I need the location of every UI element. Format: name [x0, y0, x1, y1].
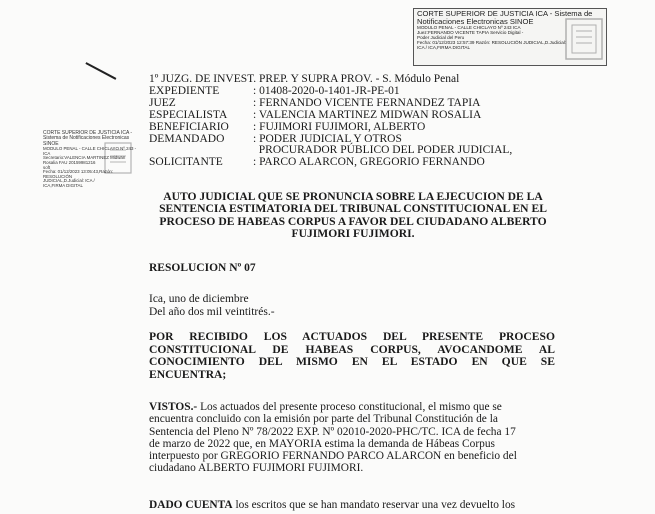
- court-seal-icon: [103, 141, 133, 175]
- court-seal-icon: [564, 17, 604, 61]
- stamp-left-line: MODULO PENAL - CALLE CHICLAYO Nº 243 - ICA: [43, 146, 137, 156]
- header-row: [149, 98, 512, 110]
- header-value: : PARCO ALARCON, GREGORIO FERNANDO: [253, 156, 485, 169]
- vistos-paragraph: VISTOS.- Los actuados del presente proceso constitucional, el mismo que se encuentra concluido con la emisión por parte del Tribunal Constitución de la Sentencia del Pleno Nº 78/2022 EXP. Nº 02010-2020-PHC/TC. ICA de fecha 17 de marzo de 2022 que, en MAYORIA estima la demanda de Hábeas Corpus interpuesto por GREGORIO FERNANDO PARCO ALARCON en beneficio del ciudadano ALBERTO FUJIMORI FUJIMORI.: [149, 401, 517, 475]
- header-value: : 01408-2020-0-1401-JR-PE-01: [253, 84, 400, 97]
- dado-lead: DADO CUENTA: [149, 499, 233, 511]
- stamp-left-line: Fecha: 01/12/2023 13:05:43,Razón:: [43, 169, 114, 175]
- header-value: : FUJIMORI FUJIMORI, ALBERTO: [253, 120, 426, 133]
- header-row: [149, 110, 512, 122]
- digital-signature-stamp-top: [413, 8, 607, 66]
- stamp-left-title: CORTE SUPERIOR DE JUSTICIA ICA - Sistema de Notificaciones Electronicas SINOE: [43, 130, 133, 147]
- stamp-left-line: JUDICIAL,D.Judicial: ICA /: [43, 178, 95, 184]
- court-name: 1º JUZG. DE INVEST. PREP. Y SUPRA PROV. - S. Módulo Penal: [149, 73, 460, 85]
- header-label: BENEFICIARIO: [149, 120, 229, 133]
- stamp-top-line: Fecha: 01/12/2023 12:57:39 Razón: RESOLUCIÓN JUDICIAL,D.Judicial:: [417, 40, 567, 45]
- stamp-top-line: Juez:FERNANDO VICENTE TAPIA Servicio Digital -: [417, 30, 524, 35]
- resolution-number: RESOLUCION Nº 07: [149, 262, 256, 274]
- header-row: [149, 122, 512, 134]
- por-recibido-paragraph: POR RECIBIDO LOS ACTUADOS DEL PRESENTE PROCESO CONSTITUCIONAL DE HABEAS CORPUS, AVOCANDOME AL CONOCIMIENTO DEL MISMO EN EL ESTADO EN QUE SE ENCUENTRA;: [149, 330, 555, 381]
- header-label: ESPECIALISTA: [149, 108, 228, 121]
- stamp-top-line: MODULO PENAL - CALLE CHICLAYO Nº 243 ICA: [417, 25, 521, 30]
- place-and-date: Ica, uno de diciembre Del año dos mil veintitrés.-: [149, 293, 275, 318]
- case-header: [149, 74, 512, 169]
- pen-stroke-mark: [86, 62, 117, 79]
- document-title: AUTO JUDICIAL QUE SE PRONUNCIA SOBRE LA EJECUCION DE LA SENTENCIA ESTIMATORIA DEL TRIBUNAL CONSTITUCIONAL EN EL PROCESO DE HABEAS CORPUS A FAVOR DEL CIUDADANO ALBERTO FUJIMORI FUJIMORI.: [159, 190, 547, 241]
- vistos-lead: VISTOS.-: [149, 401, 198, 413]
- header-label: DEMANDADO: [149, 132, 225, 145]
- header-label: JUEZ: [149, 96, 176, 109]
- stamp-left-line: soft: [43, 164, 51, 170]
- header-value: : PODER JUDICIAL Y OTROS: [253, 132, 402, 145]
- header-value: PROCURADOR PÚBLICO DEL PODER JUDICIAL,: [253, 144, 513, 157]
- header-row: [149, 157, 512, 169]
- stamp-left-line: ICA,FIRMA DIGITAL: [43, 182, 83, 188]
- digital-signature-stamp-left: [43, 130, 137, 188]
- stamp-top-line: Poder Judicial del Peru: [417, 35, 465, 40]
- dado-cuenta-paragraph: DADO CUENTA los escritos que se han mandato reservar una vez devuelto los: [149, 499, 516, 511]
- stamp-left-line: Secretario:VALENCIA MARTINEZ Midwan Rosalia FAU 20159981216: [43, 155, 126, 165]
- stamp-left-line: RESOLUCIÓN: [43, 173, 73, 179]
- stamp-top-title: CORTE SUPERIOR DE JUSTICIA ICA - Sistema de Notificaciones Electronicas SINOE: [417, 9, 593, 26]
- stamp-top-line: ICA / ICA,FIRMA DIGITAL: [417, 45, 471, 50]
- header-value: : FERNANDO VICENTE FERNANDEZ TAPIA: [253, 96, 481, 109]
- header-label: EXPEDIENTE: [149, 84, 220, 97]
- header-value: : VALENCIA MARTINEZ MIDWAN ROSALIA: [253, 108, 482, 121]
- header-label: SOLICITANTE: [149, 156, 223, 169]
